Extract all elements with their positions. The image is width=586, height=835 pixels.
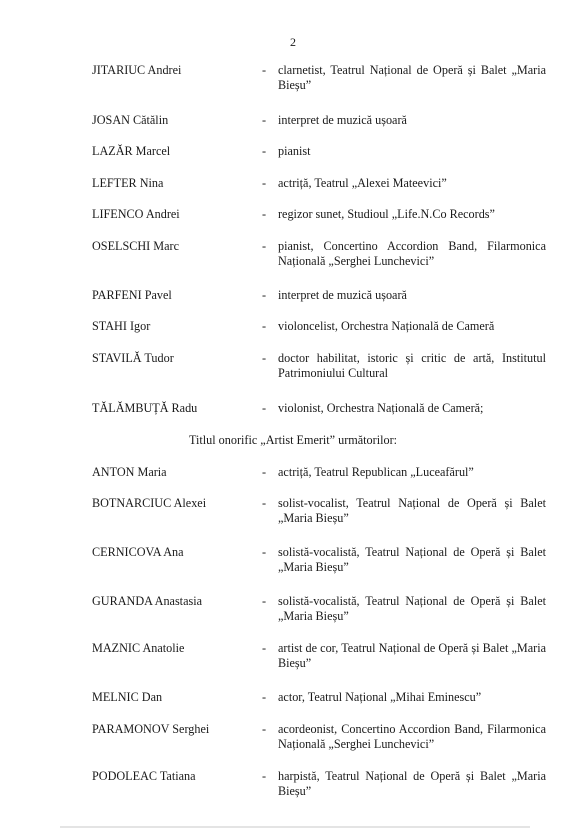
person-description: interpret de muzică ușoară <box>278 288 407 302</box>
dash-separator: - <box>262 144 267 158</box>
person-description: artist de cor, Teatrul Național de Operă și Balet „Maria Bieșu” <box>278 641 546 670</box>
person-description: violonist, Orchestra Națională de Cameră; <box>278 401 484 415</box>
dash-separator: - <box>262 239 267 253</box>
person-name: JOSAN Cătălin <box>92 113 169 127</box>
person-name: PODOLEAC Tatiana <box>92 769 196 783</box>
person-description: interpret de muzică ușoară <box>278 113 407 127</box>
person-name: GURANDA Anastasia <box>92 594 203 608</box>
person-name: OSELSCHI Marc <box>92 239 179 253</box>
person-name: LEFTER Nina <box>92 176 164 190</box>
dash-separator: - <box>262 690 267 704</box>
dash-separator: - <box>262 496 267 510</box>
person-name: MAZNIC Anatolie <box>92 641 185 655</box>
person-name: BOTNARCIUC Alexei <box>92 496 207 510</box>
person-name: TĂLĂMBUȚĂ Radu <box>92 401 198 415</box>
dash-separator: - <box>262 769 267 783</box>
section-title: Titlul onorific „Artist Emerit” următorilor: <box>188 433 398 447</box>
person-name: CERNICOVA Ana <box>92 545 184 559</box>
person-description: actriță, Teatrul Republican „Luceafărul” <box>278 465 474 479</box>
person-description: pianist, Concertino Accordion Band, Filarmonica Națională „Serghei Lunchevici” <box>278 239 546 268</box>
dash-separator: - <box>262 176 267 190</box>
person-description: solistă-vocalistă, Teatrul Național de Operă și Balet „Maria Bieșu” <box>278 545 546 574</box>
dash-separator: - <box>262 351 267 365</box>
dash-separator: - <box>262 319 267 333</box>
dash-separator: - <box>262 401 267 415</box>
dash-separator: - <box>262 465 267 479</box>
person-description: pianist <box>278 144 311 158</box>
page-number: 2 <box>290 35 296 49</box>
person-name: JITARIUC Andrei <box>92 63 182 77</box>
person-description: clarnetist, Teatrul Național de Operă și Balet „Maria Bieșu” <box>278 63 546 92</box>
person-name: PARFENI Pavel <box>92 288 172 302</box>
dash-separator: - <box>262 288 267 302</box>
dash-separator: - <box>262 594 267 608</box>
person-description: actor, Teatrul Național „Mihai Eminescu” <box>278 690 482 704</box>
person-name: STAHI Igor <box>92 319 151 333</box>
person-description: regizor sunet, Studioul „Life.N.Co Records” <box>278 207 495 221</box>
dash-separator: - <box>262 207 267 221</box>
person-description: solistă-vocalistă, Teatrul Național de Operă și Balet „Maria Bieșu” <box>278 594 546 623</box>
person-name: ANTON Maria <box>92 465 167 479</box>
dash-separator: - <box>262 113 267 127</box>
person-description: doctor habilitat, istoric și critic de artă, Institutul Patrimoniului Cultural <box>278 351 546 380</box>
person-name: LIFENCO Andrei <box>92 207 180 221</box>
bottom-rule <box>60 826 530 828</box>
person-name: LAZĂR Marcel <box>92 144 171 158</box>
person-name: STAVILĂ Tudor <box>92 351 174 365</box>
person-description: violoncelist, Orchestra Națională de Cameră <box>278 319 495 333</box>
person-description: harpistă, Teatrul Național de Operă și Balet „Maria Bieșu” <box>278 769 546 798</box>
dash-separator: - <box>262 722 267 736</box>
dash-separator: - <box>262 63 267 77</box>
dash-separator: - <box>262 641 267 655</box>
person-description: actriță, Teatrul „Alexei Mateevici” <box>278 176 447 190</box>
person-description: acordeonist, Concertino Accordion Band, Filarmonica Națională „Serghei Lunchevici” <box>278 722 546 751</box>
dash-separator: - <box>262 545 267 559</box>
person-description: solist-vocalist, Teatrul Național de Operă și Balet „Maria Bieșu” <box>278 496 546 525</box>
person-name: PARAMONOV Serghei <box>92 722 210 736</box>
person-name: MELNIC Dan <box>92 690 163 704</box>
